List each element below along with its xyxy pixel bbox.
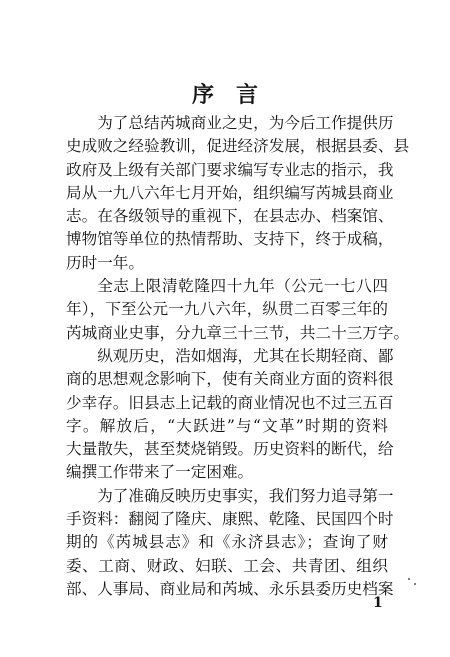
text-line: 纵观历史，浩如烟海，尤其在长期轻商、鄙 bbox=[97, 346, 394, 365]
paragraph bbox=[66, 275, 410, 345]
page-title: 序言 bbox=[191, 82, 280, 108]
text-line: 商的思想观念影响下，使有关商业方面的资料很 bbox=[66, 370, 394, 389]
text-line: 期的《芮城县志》和《永济县志》；查询了财 bbox=[66, 533, 388, 552]
scan-speck bbox=[414, 583, 416, 585]
text-line: 局从一九八六年七月开始，组织编写芮城县商业 bbox=[66, 183, 394, 202]
text-line: 部、人事局、商业局和芮城、永乐县委历史档案 bbox=[66, 579, 394, 598]
text-line: 为了总结芮城商业之史，为今后工作提供历 bbox=[97, 114, 394, 132]
text-line: 史成败之经验教训，促进经济发展，根据县委、县 bbox=[66, 137, 410, 156]
text-line: 博物馆等单位的热情帮助、支持下，终于成稿， bbox=[66, 230, 394, 249]
text-line: 政府及上级有关部门要求编写专业志的指示，我 bbox=[66, 160, 394, 179]
text-line: 年），下至公元一九八六年，纵贯二百零三年的 bbox=[66, 300, 388, 319]
text-line: 志。在各级领导的重视下，在县志办、档案馆、 bbox=[66, 207, 394, 226]
text-line: 手资料：翻阅了隆庆、康熙、乾隆、民国四个时 bbox=[66, 510, 394, 529]
paragraph bbox=[66, 112, 410, 275]
body-text bbox=[66, 112, 410, 601]
text-line: 芮城商业史事，分九章三十三节，共二十三万字。 bbox=[66, 323, 410, 342]
text-line: 全志上限清乾隆四十九年（公元一七八四 bbox=[97, 277, 388, 296]
scan-speck bbox=[408, 578, 410, 580]
paragraph bbox=[66, 485, 394, 601]
page-number: 1 bbox=[373, 595, 383, 611]
paragraph bbox=[66, 345, 394, 485]
text-line: 字。解放后，“大跃进”与“文革”时期的资料 bbox=[66, 416, 388, 435]
text-line: 少幸存。旧县志上记载的商业情况也不过三五百 bbox=[66, 393, 394, 412]
text-line: 大量散失，甚至焚烧销毁。历史资料的断代，给 bbox=[66, 440, 394, 459]
text-line: 编撰工作带来了一定困难。 bbox=[66, 463, 254, 482]
text-line: 历时一年。 bbox=[66, 253, 144, 272]
text-line: 为了准确反映历史事实，我们努力追寻第一 bbox=[97, 486, 394, 505]
text-line: 委、工商、财政、妇联、工会、共青团、组织 bbox=[66, 556, 388, 575]
